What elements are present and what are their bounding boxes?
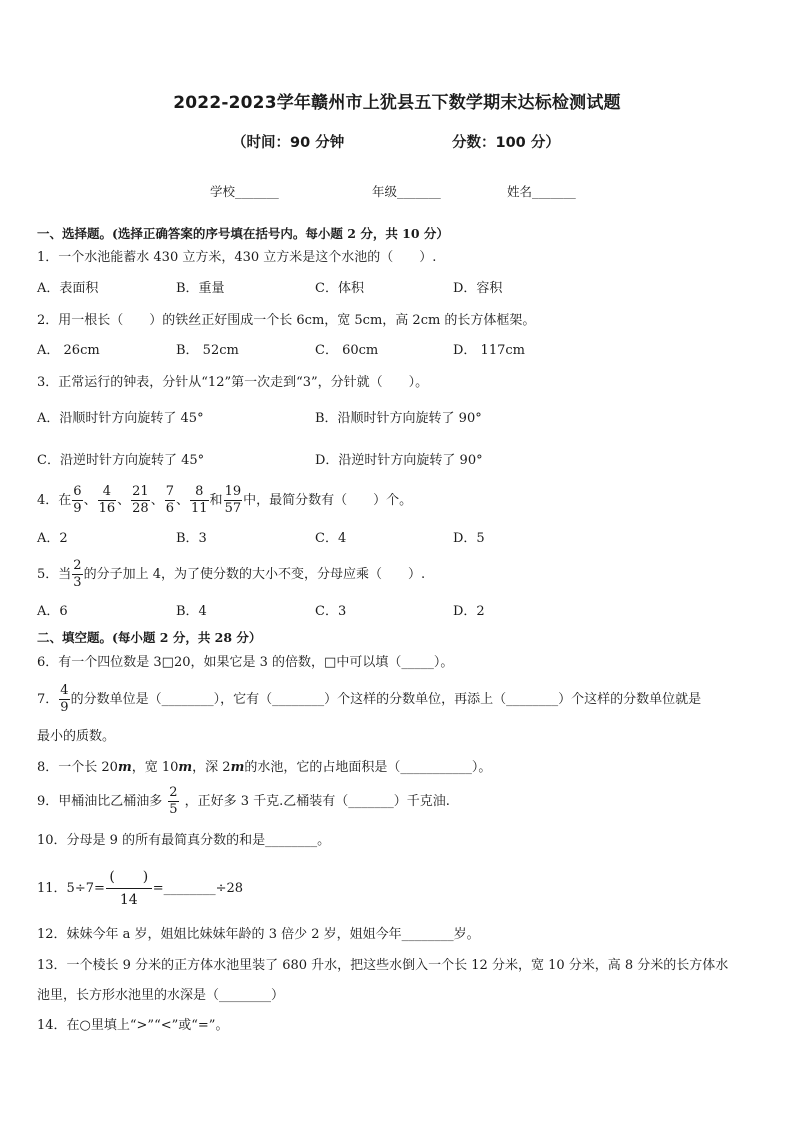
unit-m: m <box>230 760 245 775</box>
question-7 <box>37 683 701 716</box>
fraction <box>59 683 69 716</box>
fraction-denominator: 16 <box>98 501 116 516</box>
q4-and: 和 <box>209 493 223 508</box>
q2-option-b[interactable]: B． 52cm <box>176 343 239 358</box>
q11-prefix: 11．5÷7= <box>37 881 105 896</box>
fraction <box>72 558 82 591</box>
fraction-denominator: 57 <box>224 501 242 516</box>
fraction-denominator: 14 <box>106 888 152 911</box>
question-2: 2．用一根长（ ）的铁丝正好围成一个长 6cm，宽 5cm，高 2cm 的长方体框架。 <box>37 313 536 328</box>
q8-text: 8．一个长 20 <box>37 760 118 775</box>
fraction-numerator: 6 <box>73 484 82 499</box>
question-10: 10．分母是 9 的所有最简真分数的和是________。 <box>37 833 331 848</box>
q9-suffix: ，正好多 3 千克.乙桶装有（_______）千克油. <box>184 794 450 809</box>
question-3: 3．正常运行的钟表，分针从“12”第一次走到“3”，分针就（ ）。 <box>37 375 429 390</box>
fraction-numerator: 2 <box>73 558 82 573</box>
q4-option-d[interactable]: D．5 <box>453 531 485 546</box>
q5-suffix: 的分子加上 4，为了使分数的大小不变，分母应乘（ ）. <box>83 567 426 582</box>
fraction-denominator: 11 <box>191 501 208 516</box>
fraction <box>72 484 82 517</box>
q7-text: 的分数单位是（________），它有（________）个这样的分数单位，再添上（________）个这样的分数单位就是 <box>70 692 702 707</box>
question-11 <box>37 866 243 911</box>
q5-option-a[interactable]: A．6 <box>37 604 68 619</box>
question-13: 13．一个棱长 9 分米的正方体水池里装了 680 升水，把这些水倒入一个长 12 分米，宽 10 分米，高 8 分米的长方体水 <box>37 958 729 973</box>
q5-option-b[interactable]: B．4 <box>176 604 207 619</box>
unit-m: m <box>117 760 132 775</box>
q1-option-b[interactable]: B．重量 <box>176 281 225 296</box>
fraction <box>106 866 152 911</box>
q4-option-b[interactable]: B．3 <box>176 531 207 546</box>
q5-prefix: 5．当 <box>37 567 72 582</box>
q8-text: ，深 2 <box>192 760 231 775</box>
separator: 、 <box>83 493 97 508</box>
fraction <box>165 484 175 517</box>
fraction-numerator: 8 <box>195 484 204 499</box>
q8-text: 的水池，它的占地面积是（___________）。 <box>244 760 492 775</box>
fraction <box>98 484 117 517</box>
name-field[interactable]: 姓名_______ <box>507 184 576 199</box>
q1-option-d[interactable]: D．容积 <box>453 281 503 296</box>
q1-option-a[interactable]: A．表面积 <box>37 281 99 296</box>
q5-option-c[interactable]: C．3 <box>315 604 347 619</box>
question-8 <box>37 759 491 777</box>
q3-option-b[interactable]: B．沿顺时针方向旋转了 90° <box>315 411 482 426</box>
unit-m: m <box>178 760 193 775</box>
fraction <box>190 484 209 517</box>
fraction-numerator: ( ) <box>109 869 149 885</box>
q3-option-d[interactable]: D．沿逆时针方向旋转了 90° <box>315 453 483 468</box>
question-4 <box>37 484 412 517</box>
fraction-numerator: 7 <box>165 484 174 499</box>
question-9 <box>37 785 450 818</box>
q2-option-d[interactable]: D． 117cm <box>453 343 525 358</box>
fraction-denominator: 5 <box>169 802 178 817</box>
fraction-numerator: 19 <box>224 484 242 499</box>
q2-option-a[interactable]: A． 26cm <box>37 343 100 358</box>
fraction <box>131 484 150 517</box>
fraction-denominator: 28 <box>132 501 149 516</box>
question-14: 14．在○里填上“>”“<”或“=”。 <box>37 1018 229 1033</box>
fraction-denominator: 6 <box>165 501 174 516</box>
separator: 、 <box>117 493 131 508</box>
q5-option-d[interactable]: D．2 <box>453 604 485 619</box>
separator: 、 <box>150 493 164 508</box>
q2-option-c[interactable]: C． 60cm <box>315 343 379 358</box>
fraction-numerator: 2 <box>169 785 178 800</box>
school-field[interactable]: 学校_______ <box>210 184 279 199</box>
q3-option-a[interactable]: A．沿顺时针方向旋转了 45° <box>37 411 204 426</box>
fraction-numerator: 21 <box>132 484 149 499</box>
fraction-denominator: 9 <box>73 501 82 516</box>
question-7-continued: 最小的质数。 <box>37 729 116 744</box>
q4-option-c[interactable]: C．4 <box>315 531 347 546</box>
page-title: 2022-2023学年赣州市上犹县五下数学期末达标检测试题 <box>173 93 621 113</box>
q4-option-a[interactable]: A．2 <box>37 531 68 546</box>
q8-text: ，宽 10 <box>131 760 179 775</box>
fraction-numerator: 4 <box>60 683 69 698</box>
q9-prefix: 9．甲桶油比乙桶油多 <box>37 794 163 809</box>
q11-suffix: =________÷28 <box>152 881 244 896</box>
q4-suffix: 中，最简分数有（ ）个。 <box>243 493 413 508</box>
grade-field[interactable]: 年级_______ <box>372 184 441 199</box>
fraction-denominator: 3 <box>73 575 82 590</box>
question-13-continued: 池里，长方形水池里的水深是（________） <box>37 988 285 1003</box>
question-5 <box>37 558 425 591</box>
q7-prefix: 7． <box>37 692 59 707</box>
fraction <box>168 785 178 818</box>
exam-time: （时间：90 分钟 <box>232 135 345 151</box>
separator: 、 <box>175 493 189 508</box>
q3-option-c[interactable]: C．沿逆时针方向旋转了 45° <box>37 453 205 468</box>
question-12: 12．妹妹今年 a 岁，姐姐比妹妹年龄的 3 倍少 2 岁，姐姐今年________岁。 <box>37 927 480 942</box>
question-1: 1．一个水池能蓄水 430 立方米，430 立方米是这个水池的（ ）. <box>37 250 437 265</box>
fraction <box>224 484 243 517</box>
exam-score: 分数：100 分） <box>452 135 560 151</box>
fraction-numerator: 4 <box>102 484 111 499</box>
question-6: 6．有一个四位数是 3□20，如果它是 3 的倍数，□中可以填（_____）。 <box>37 655 454 670</box>
q1-option-c[interactable]: C．体积 <box>315 281 364 296</box>
q4-prefix: 4．在 <box>37 493 72 508</box>
fraction-denominator: 9 <box>60 700 69 715</box>
section-heading-choice: 一、选择题。(选择正确答案的序号填在括号内。每小题 2 分，共 10 分） <box>37 226 449 241</box>
section-heading-fill: 二、填空题。(每小题 2 分，共 28 分） <box>37 630 262 645</box>
